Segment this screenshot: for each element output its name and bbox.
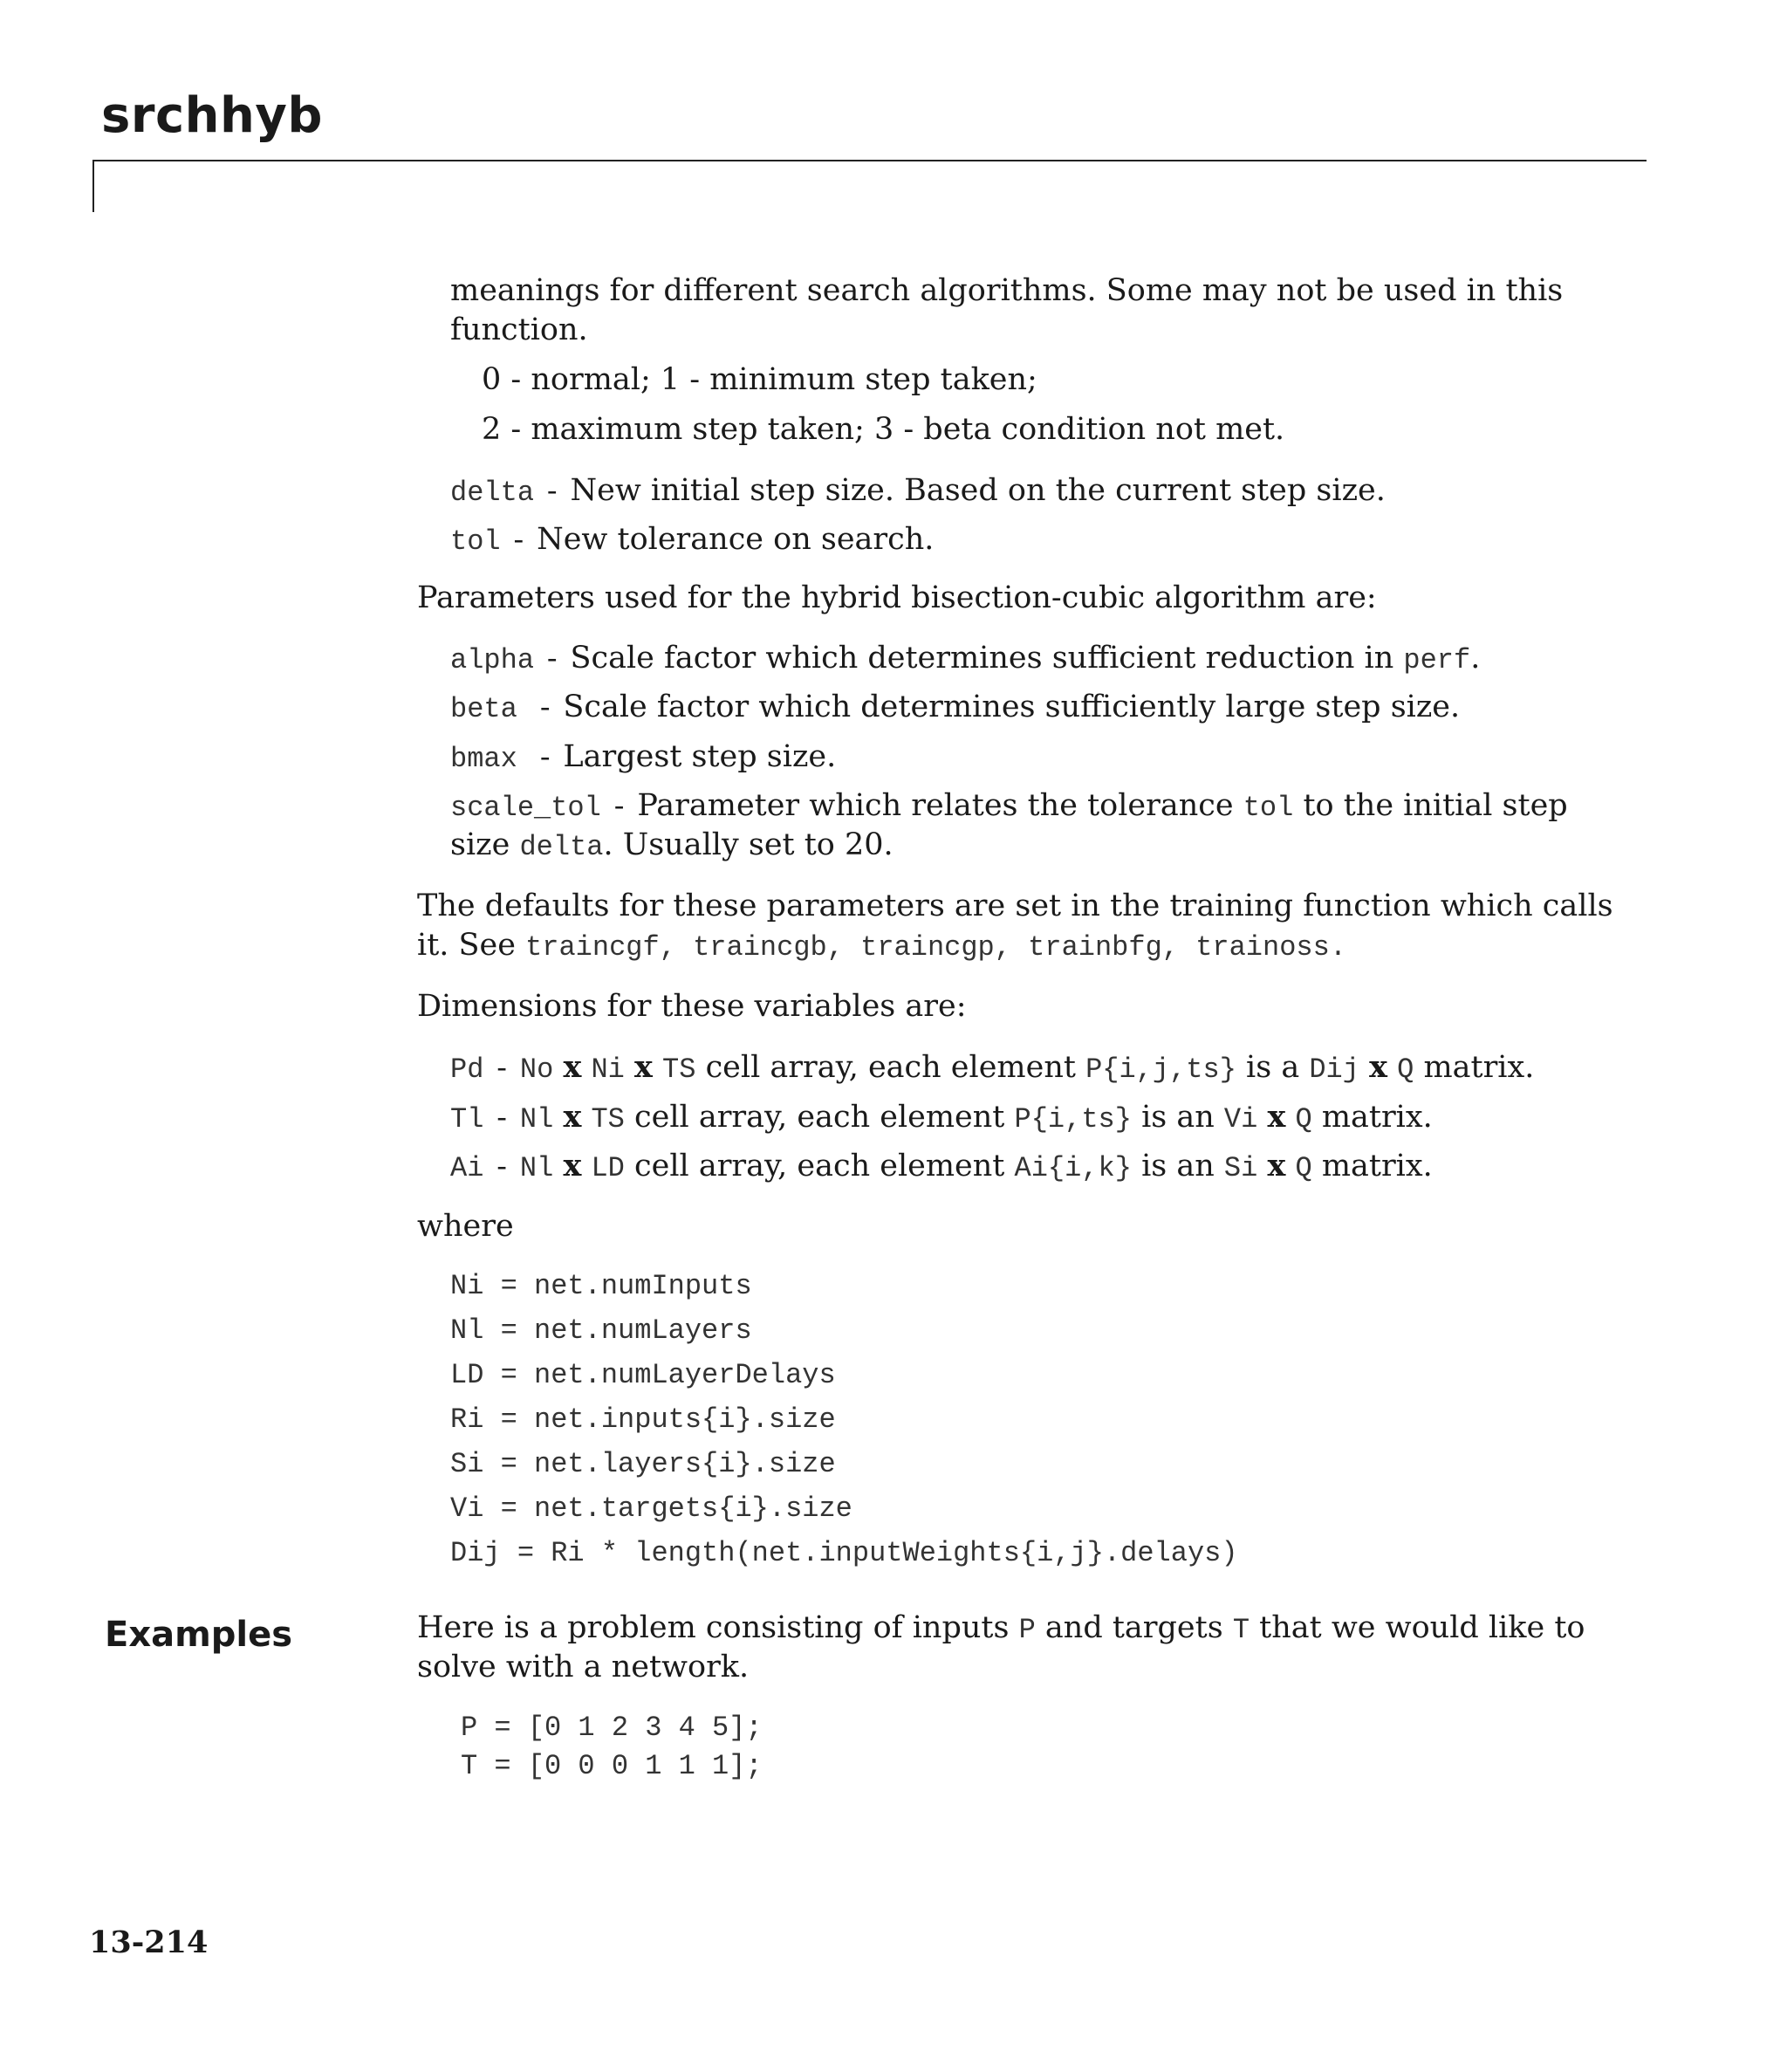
where-label: where xyxy=(417,1209,514,1244)
where-def: LD = net.numLayerDelays xyxy=(450,1359,836,1391)
times-x: x xyxy=(634,1049,653,1085)
examples-heading: Examples xyxy=(105,1615,293,1655)
param-desc: . Usually set to 20. xyxy=(603,827,894,862)
param-name: bmax xyxy=(450,743,517,775)
dim-text: cell array, each element xyxy=(705,1050,1076,1085)
dim-elem: Ai{i,k} xyxy=(1014,1152,1132,1184)
param-desc: Parameter which relates the tolerance xyxy=(637,788,1234,823)
examples-text: that we would like to xyxy=(1259,1610,1585,1645)
dim-m1: Vi xyxy=(1223,1103,1258,1135)
param-desc: size xyxy=(450,827,510,862)
dim-m2: Q xyxy=(1295,1152,1312,1184)
dash: - xyxy=(610,792,628,824)
output-desc: New initial step size. Based on the current step size. xyxy=(570,473,1386,508)
dim-text: matrix. xyxy=(1321,1100,1433,1135)
dim-c: TS xyxy=(662,1053,696,1086)
output-desc: New tolerance on search. xyxy=(537,522,935,557)
param-desc: Scale factor which determines sufficiently large step size. xyxy=(563,690,1461,724)
dash: - xyxy=(537,693,554,725)
dimensions-intro: Dimensions for these variables are: xyxy=(417,989,967,1024)
dim-text: is a xyxy=(1246,1050,1300,1085)
dim-a: Nl xyxy=(519,1103,554,1135)
param-alpha xyxy=(450,641,1480,676)
examples-intro-line-1 xyxy=(417,1610,1585,1646)
dim-a: No xyxy=(519,1053,554,1086)
times-x: x xyxy=(1267,1099,1286,1135)
flag-intro-line-1: meanings for different search algorithms. Some may not be used in this xyxy=(450,273,1564,308)
param-scale-tol-line-1 xyxy=(450,788,1568,824)
where-def: Dij = Ri * length(net.inputWeights{i,j}.delays) xyxy=(450,1537,1238,1569)
page-number: 13-214 xyxy=(89,1924,209,1960)
times-x: x xyxy=(563,1148,582,1184)
dash: - xyxy=(493,1053,510,1086)
dimension-pd xyxy=(450,1049,1534,1086)
examples-text: Here is a problem consisting of inputs xyxy=(417,1610,1010,1645)
param-name: beta xyxy=(450,693,517,725)
flag-intro-line-2: function. xyxy=(450,312,588,347)
dim-text: is an xyxy=(1141,1149,1215,1184)
output-tol xyxy=(450,522,934,558)
dim-a: Nl xyxy=(519,1152,554,1184)
param-desc: to the initial step xyxy=(1303,788,1568,823)
dash: - xyxy=(544,644,561,676)
param-beta xyxy=(450,690,1460,725)
times-x: x xyxy=(563,1099,582,1135)
dim-text: is an xyxy=(1141,1100,1215,1135)
examples-text: and targets xyxy=(1044,1610,1223,1645)
output-name: tol xyxy=(450,525,501,558)
param-bmax xyxy=(450,739,836,775)
param-code: delta xyxy=(519,831,604,863)
dim-elem: P{i,ts} xyxy=(1014,1103,1132,1135)
dim-text: matrix. xyxy=(1321,1149,1433,1184)
defaults-line-2 xyxy=(417,928,1346,964)
dash: - xyxy=(544,477,561,509)
dim-text: cell array, each element xyxy=(634,1149,1005,1184)
output-name: delta xyxy=(450,477,535,509)
page-title: srchhyb xyxy=(101,87,323,144)
example-code-line: P = [0 1 2 3 4 5]; xyxy=(461,1712,763,1744)
examples-intro-line-2: solve with a network. xyxy=(417,1650,750,1684)
example-code-line: T = [0 0 0 1 1 1]; xyxy=(461,1750,763,1782)
dim-var: Tl xyxy=(450,1103,484,1135)
param-code: tol xyxy=(1243,792,1294,824)
where-def: Nl = net.numLayers xyxy=(450,1314,752,1347)
times-x: x xyxy=(1369,1049,1387,1085)
where-def: Si = net.layers{i}.size xyxy=(450,1448,836,1480)
dash: - xyxy=(493,1103,510,1135)
dim-var: Pd xyxy=(450,1053,484,1086)
where-def: Vi = net.targets{i}.size xyxy=(450,1492,852,1525)
param-desc: Scale factor which determines sufficient reduction in xyxy=(570,641,1394,676)
dim-var: Ai xyxy=(450,1152,484,1184)
flag-values-line-1: 0 - normal; 1 - minimum step taken; xyxy=(482,362,1037,397)
dim-c: LD xyxy=(591,1152,625,1184)
param-code: perf xyxy=(1403,644,1471,676)
param-tail: . xyxy=(1470,641,1481,676)
dimension-tl xyxy=(450,1099,1433,1135)
dim-text: cell array, each element xyxy=(634,1100,1005,1135)
output-delta xyxy=(450,473,1386,509)
defaults-line-1: The defaults for these parameters are set in the training function which calls xyxy=(417,888,1613,923)
dim-m2: Q xyxy=(1295,1103,1312,1135)
param-name: alpha xyxy=(450,644,535,676)
dim-m1: Si xyxy=(1223,1152,1258,1184)
times-x: x xyxy=(563,1049,582,1085)
dim-m2: Q xyxy=(1397,1053,1414,1086)
header-rule-vertical xyxy=(92,160,94,212)
dash: - xyxy=(537,743,554,775)
params-intro: Parameters used for the hybrid bisection-cubic algorithm are: xyxy=(417,580,1377,615)
param-scale-tol-line-2 xyxy=(450,827,894,863)
param-name: scale_tol xyxy=(450,792,601,824)
dim-c: TS xyxy=(591,1103,625,1135)
times-x: x xyxy=(1267,1148,1286,1184)
flag-values-line-2: 2 - maximum step taken; 3 - beta condition not met. xyxy=(482,412,1285,447)
dash: - xyxy=(493,1152,510,1184)
dimension-ai xyxy=(450,1148,1433,1184)
defaults-funcs: traincgf, traincgb, traincgp, trainbfg, trainoss. xyxy=(525,931,1347,964)
where-def: Ni = net.numInputs xyxy=(450,1270,752,1302)
dash: - xyxy=(510,525,527,558)
header-rule-horizontal xyxy=(92,160,1647,161)
dim-m1: Dij xyxy=(1309,1053,1359,1086)
where-def: Ri = net.inputs{i}.size xyxy=(450,1403,836,1436)
examples-code-p: P xyxy=(1018,1614,1036,1646)
dim-b: Ni xyxy=(591,1053,625,1086)
dim-text: matrix. xyxy=(1423,1050,1535,1085)
dim-elem: P{i,j,ts} xyxy=(1085,1053,1236,1086)
examples-code-t: T xyxy=(1232,1614,1250,1646)
defaults-text: it. See xyxy=(417,928,516,963)
param-desc: Largest step size. xyxy=(563,739,837,774)
